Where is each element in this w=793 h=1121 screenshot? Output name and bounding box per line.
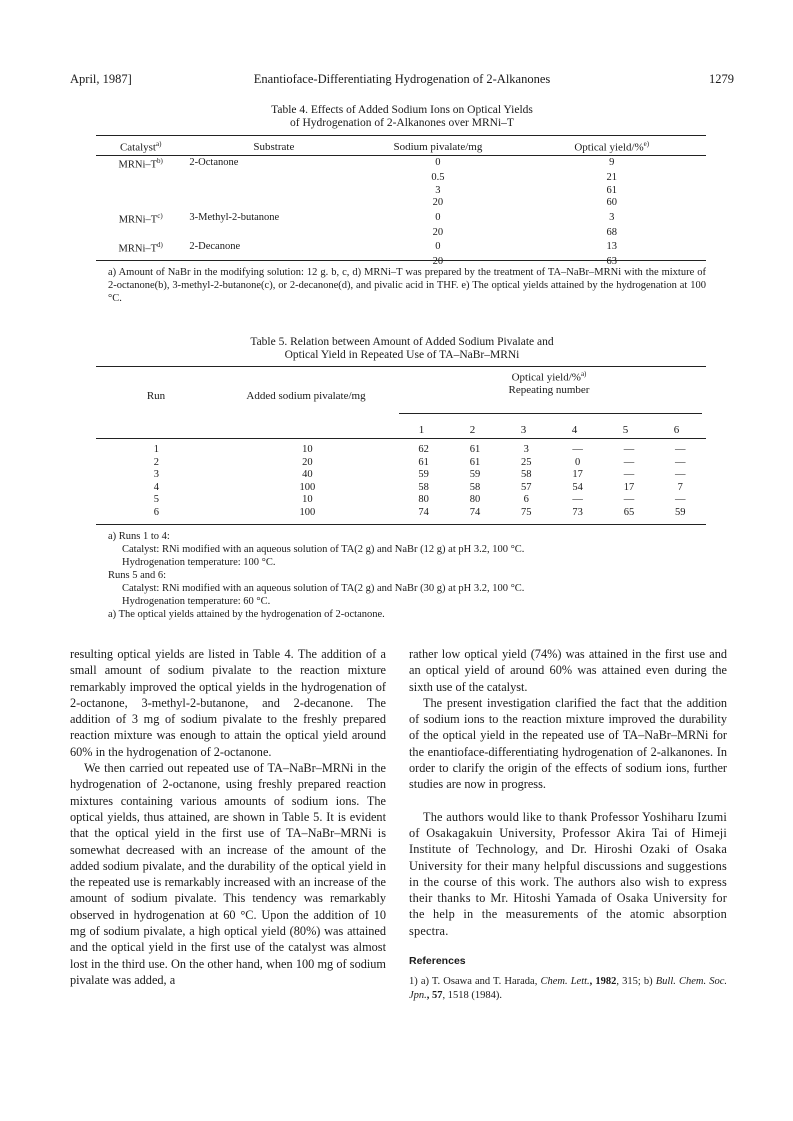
cell-optical-yield: 62 <box>418 444 429 455</box>
cell-optical-yield: — <box>572 494 583 505</box>
table5-header <box>96 368 706 440</box>
col-sodium-pivalate: Sodium pivalate/mg <box>393 140 483 153</box>
table5-bottom-rule <box>96 524 706 525</box>
cell-sodium-pivalate: 0 <box>435 157 441 169</box>
cell-optical-yield: 58 <box>521 469 532 480</box>
cell-optical-yield: 61 <box>469 444 481 455</box>
cell-run: 4 <box>153 481 160 493</box>
col-run: Run <box>146 390 166 402</box>
references-heading: References <box>409 955 466 968</box>
table5-top-rule <box>96 366 706 367</box>
table-row <box>96 494 706 507</box>
cell-optical-yield: — <box>623 456 635 468</box>
cell-catalyst: MRNi–$T^{b)}$ <box>118 157 163 171</box>
cell-optical-yield: 25 <box>521 456 532 468</box>
fn-a: a) The optical yields attained by the hydrogenation of 2-octanone. <box>108 609 385 620</box>
cell-optical-yield: 60 <box>606 197 617 208</box>
cell-optical-yield: 61 <box>418 456 429 468</box>
cell-optical-yield: 17 <box>572 469 583 480</box>
cell-added-pivalate: 100 <box>299 506 316 518</box>
table4-bottom-rule <box>96 260 706 261</box>
cell-optical-yield: 59 <box>675 506 686 518</box>
cell-optical-yield: 75 <box>521 506 532 518</box>
table-row <box>96 469 706 482</box>
cell-optical-yield: 68 <box>606 226 617 238</box>
cell-optical-yield: 54 <box>572 481 583 493</box>
cell-added-pivalate: 100 <box>299 481 316 493</box>
cell-optical-yield: 65 <box>623 506 635 518</box>
cell-catalyst <box>96 185 185 198</box>
running-header <box>70 72 734 90</box>
fn-catalyst-1-4: Catalyst: RNi modified with an aqueous solution of TA(2 g) and NaBr (12 g) at pH 3.2, 100 °C. <box>122 544 525 555</box>
cell-optical-yield: 63 <box>606 256 617 267</box>
cell-optical-yield: — <box>675 444 686 455</box>
table-row <box>96 185 706 198</box>
cell-optical-yield: 13 <box>606 241 617 253</box>
cell-substrate: 2-Octanone <box>189 157 239 169</box>
table4-top-rule <box>96 135 706 136</box>
table4-caption <box>70 104 734 130</box>
cell-optical-yield: 3 <box>523 444 529 455</box>
table-row <box>96 227 706 240</box>
cell-sodium-pivalate: 3 <box>435 184 441 196</box>
table-row <box>96 197 706 210</box>
cell-optical-yield: 3 <box>609 211 615 223</box>
cell-catalyst <box>96 172 185 185</box>
repeating-number-rule <box>399 413 702 414</box>
cell-optical-yield: — <box>675 494 686 505</box>
cell-substrate: 3-Methyl-2-butanone <box>189 211 280 223</box>
repeat-number-header: 3 <box>520 424 527 436</box>
table-row <box>96 507 706 520</box>
cell-optical-yield: 57 <box>521 481 532 493</box>
cell-catalyst <box>96 227 185 240</box>
table5-caption-line1: Table 5. Relation between Amount of Added Sodium Pivalate and <box>250 336 554 348</box>
cell-sodium-pivalate: 20 <box>432 197 444 208</box>
cell-optical-yield: 17 <box>623 481 635 493</box>
right-column <box>409 646 727 1003</box>
fn-temp-5-6: Hydrogenation temperature: 60 °C. <box>122 596 271 607</box>
table5-header-rule <box>96 438 706 439</box>
page-number: 1279 <box>709 72 734 86</box>
left-column <box>70 646 386 988</box>
cell-optical-yield: 7 <box>677 481 683 493</box>
cell-optical-yield: 74 <box>418 506 429 518</box>
fn-catalyst-5-6: Catalyst: RNi modified with an aqueous solution of TA(2 g) and NaBr (30 g) at pH 3.2, 100 °C. <box>122 583 525 594</box>
cell-added-pivalate: 10 <box>302 494 313 505</box>
table-row <box>96 444 706 457</box>
cell-optical-yield: 6 <box>523 494 529 505</box>
paragraph: The present investigation clarified the fact that the addition of sodium ions to the reaction mixture improved the durability of the optical yield in the repeated use of TA–NaBr–MRNi for the enantioface-differentiating hydrogenation of 2-alkanones. In order to clarify the origin of the effects of sodium ions, further studies are now in progress. <box>409 695 727 792</box>
cell-substrate <box>185 172 358 185</box>
cell-sodium-pivalate: 20 <box>432 226 444 238</box>
cell-run: 6 <box>153 506 160 518</box>
repeat-number-header: 4 <box>571 424 578 436</box>
cell-catalyst <box>96 197 185 210</box>
repeat-number-header: 2 <box>469 424 476 436</box>
cell-sodium-pivalate: 0 <box>435 211 441 223</box>
table4-header-rule <box>96 155 706 156</box>
cell-optical-yield: — <box>623 494 635 505</box>
table-row <box>96 155 706 172</box>
table5-footnotes <box>108 530 706 621</box>
repeat-number-header: 6 <box>673 424 680 436</box>
repeat-number-header: 1 <box>418 424 425 436</box>
col-repeating-number: Repeating number <box>508 384 590 396</box>
paragraph: resulting optical yields are listed in Table 4. The addition of a small amount of sodium pivalate to the reaction mixture remarkably improved the optical yields in the hydrogenation of 2-octanone, 3-methyl-2-butanone, and 2-decanone. The addition of 3 mg of sodium pivalate to the freshly prepared reaction mixture was enough to attain the optical yield around 60% in the hydrogenation of 2-octanone. <box>70 647 386 759</box>
col-optical-yield: Optical yield/%$^{e)}$ <box>574 139 650 154</box>
col-added-sodium-pivalate: Added sodium pivalate/mg <box>246 390 366 402</box>
cell-optical-yield: 9 <box>609 157 615 169</box>
cell-optical-yield: 80 <box>469 494 481 505</box>
table-row <box>96 457 706 470</box>
repeat-number-header: 5 <box>622 424 629 436</box>
table-row <box>96 482 706 495</box>
table5 <box>96 444 706 519</box>
table4 <box>96 138 706 269</box>
table4-header-row <box>96 138 706 155</box>
cell-added-pivalate: 40 <box>302 469 313 480</box>
cell-run: 5 <box>153 494 160 505</box>
fn-runs-5-6: Runs 5 and 6: <box>108 570 167 581</box>
table-row <box>96 172 706 185</box>
cell-catalyst: MRNi–$T^{d)}$ <box>118 241 163 255</box>
fn-runs-1-4: a) Runs 1 to 4: <box>108 531 170 542</box>
cell-run: 1 <box>153 444 160 455</box>
table-row <box>96 210 706 227</box>
cell-sodium-pivalate: 0 <box>435 241 441 253</box>
cell-added-pivalate: 10 <box>302 444 313 455</box>
cell-optical-yield: — <box>572 444 583 455</box>
cell-substrate <box>185 197 358 210</box>
cell-run: 3 <box>153 469 160 480</box>
cell-substrate: 2-Decanone <box>189 241 241 253</box>
table5-caption <box>70 336 734 362</box>
col-substrate: Substrate <box>253 140 295 153</box>
cell-substrate <box>185 227 358 240</box>
table-row <box>96 239 706 256</box>
cell-optical-yield: — <box>675 456 686 468</box>
running-title: Enantioface-Differentiating Hydrogenation of 2-Alkanones <box>253 72 551 86</box>
header-date: April, 1987] <box>70 72 132 86</box>
cell-run: 2 <box>153 456 160 468</box>
col-optical-yield: Optical yield/%$^{a)}$ <box>511 370 587 384</box>
table5-caption-line2: Optical Yield in Repeated Use of TA–NaBr–MRNi <box>284 349 520 361</box>
reference-1: 1) a) T. Osawa and T. Harada, Chem. Lett., 1982, 315; b) Bull. Chem. Soc. Jpn., 57, 1518 (1984). <box>409 976 727 1002</box>
cell-added-pivalate: 20 <box>302 456 313 468</box>
paragraph: rather low optical yield (74%) was attained in the first use and an optical yield of around 60% was attained even during the sixth use of the catalyst. <box>409 647 727 694</box>
cell-optical-yield: 61 <box>606 184 617 196</box>
cell-optical-yield: 80 <box>418 494 429 505</box>
fn-temp-1-4: Hydrogenation temperature: 100 °C. <box>122 557 276 568</box>
cell-optical-yield: — <box>623 469 635 480</box>
cell-optical-yield: 59 <box>418 469 429 480</box>
cell-optical-yield: 21 <box>606 172 617 183</box>
cell-optical-yield: 59 <box>469 469 481 480</box>
cell-optical-yield: — <box>675 469 686 480</box>
paragraph: We then carried out repeated use of TA–NaBr–MRNi in the hydrogenation of 2-octanone, using freshly prepared reaction mixtures containing various amounts of sodium ions. The optical yields, thus attained, are shown in Table 5. It is evident that the optical yield in the first use of TA–NaBr–MRNi is somewhat decreased with an increase of the amount of the added sodium pivalate, and the durability of the optical yield in the repeated use is remarkably increased with an increase of the amount of sodium pivalate. This tendency was remarkably observed in hydrogenation at 60 °C. Upon the addition of 10 mg of sodium pivalate, a high optical yield (80%) was attained and the optical yield in the first use of the catalyst was almost lost in the third use. On the other hand, when 100 mg of sodium pivalate was added, a <box>70 761 386 987</box>
cell-sodium-pivalate: 20 <box>432 256 444 267</box>
cell-substrate <box>185 185 358 198</box>
cell-sodium-pivalate: 0.5 <box>431 172 445 183</box>
cell-optical-yield: 58 <box>469 481 481 493</box>
cell-optical-yield: 74 <box>469 506 481 518</box>
cell-optical-yield: 73 <box>572 506 583 518</box>
cell-optical-yield: 61 <box>469 456 481 468</box>
col-catalyst: Catalyst$^{a)}$ <box>119 139 162 154</box>
cell-catalyst: MRNi–$T^{c)}$ <box>118 211 163 225</box>
cell-optical-yield: — <box>623 444 635 455</box>
cell-optical-yield: 58 <box>418 481 429 493</box>
table4-caption-line1: Table 4. Effects of Added Sodium Ions on Optical Yields <box>271 104 533 116</box>
acknowledgment: The authors would like to thank Professor Yoshiharu Izumi of Osakagakuin University, Professor Akira Tai of Himeji Institute of Technology, and Dr. Hiroshi Ozaki of Osaka University for their many helpful discussions and suggestions in the course of this work. The authors also wish to express their thanks to Mr. Hitoshi Yamada of Osaka University for the help in the measurements of the atomic absorption spectra. <box>409 809 727 938</box>
table4-footnote: a) Amount of NaBr in the modifying solution: 12 g. b, c, d) MRNi–T was prepared by the treatment of TA–NaBr–MRNi with the mixture of 2-octanone(b), 3-methyl-2-butanone(c), or 2-decanone(d), and pivalic acid in THF. e) The optical yields attained by the hydrogenation at 100 °C. <box>108 267 706 304</box>
cell-optical-yield: 0 <box>574 456 581 468</box>
table4-caption-line2: of Hydrogenation of 2-Alkanones over MRNi–T <box>290 117 514 129</box>
